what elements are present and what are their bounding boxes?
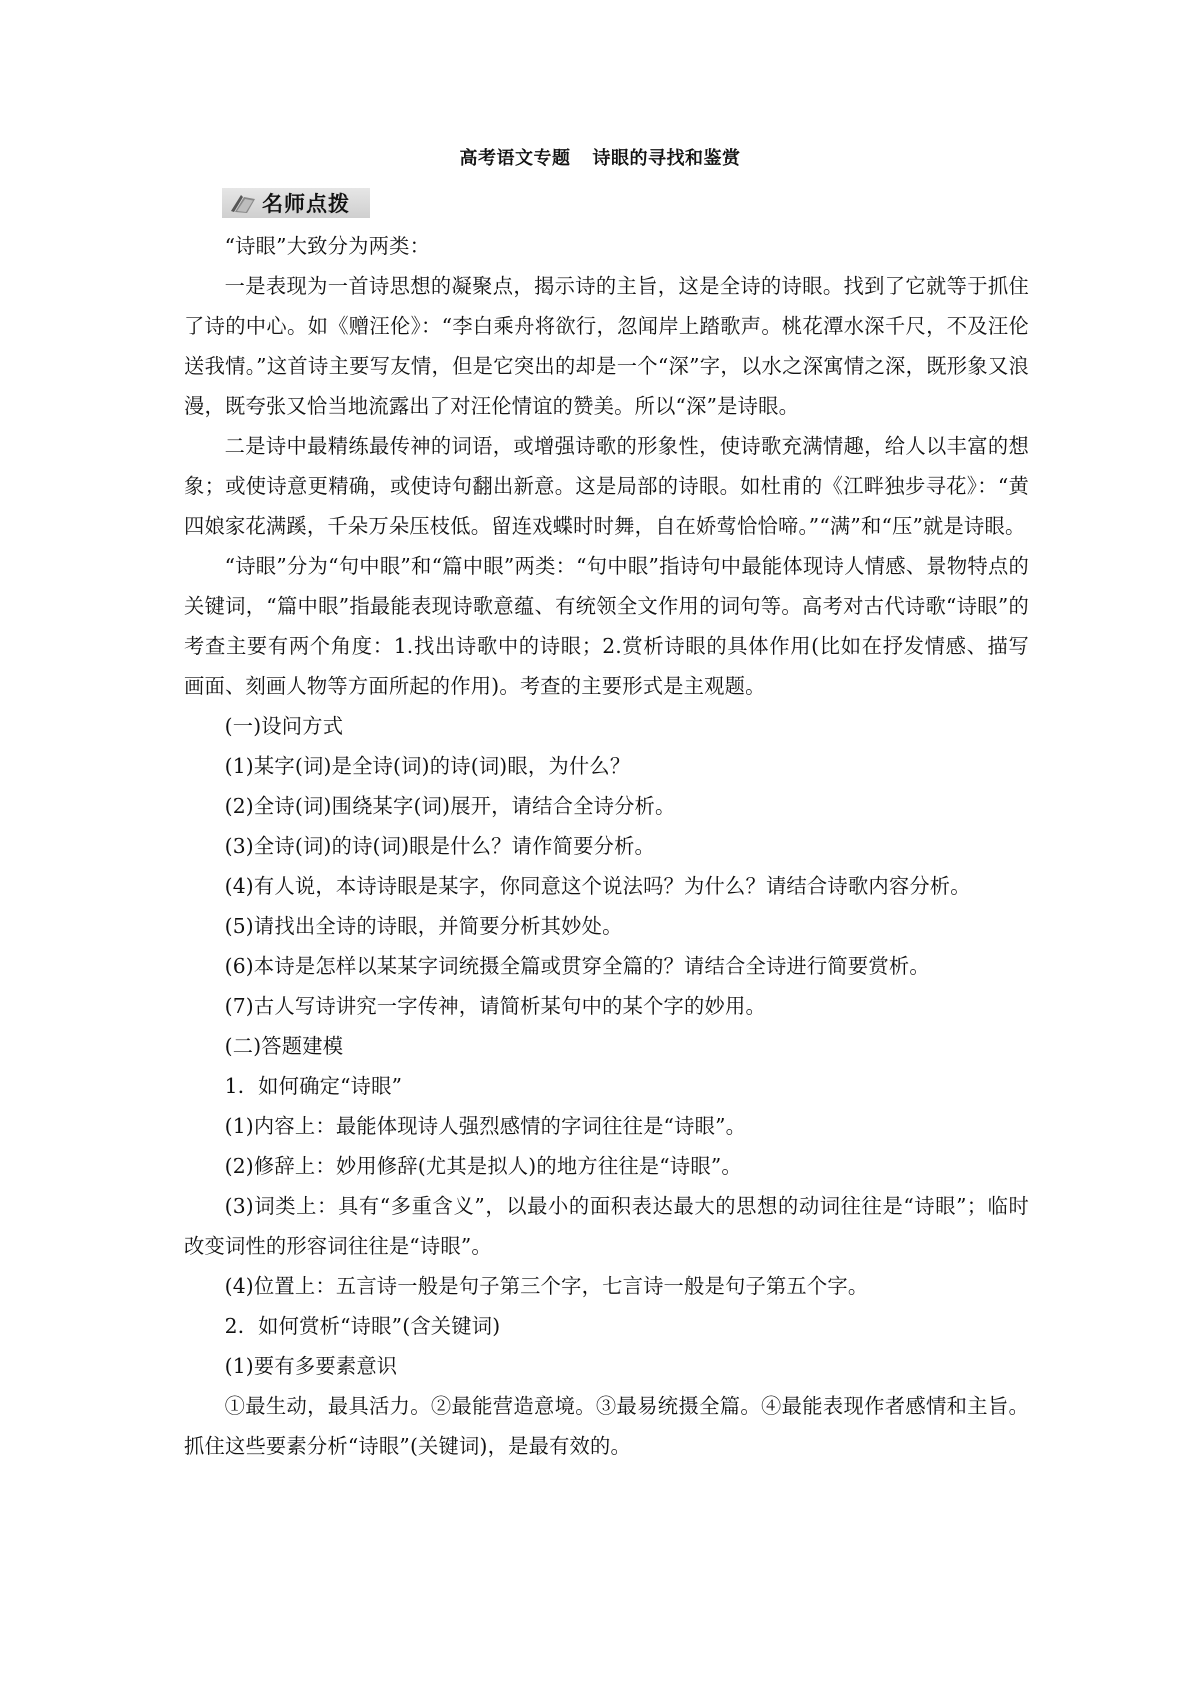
list-item: (7)古人写诗讲究一字传神，请简析某句中的某个字的妙用。	[224, 994, 766, 1018]
body-text	[184, 226, 1029, 1466]
paragraph: “诗眼”大致分为两类：	[224, 234, 431, 258]
list-item: (1)内容上：最能体现诗人强烈感情的字词往往是“诗眼”。	[224, 1114, 747, 1138]
list-item: (4)位置上：五言诗一般是句子第三个字，七言诗一般是句子第五个字。	[224, 1274, 869, 1298]
document-title	[0, 147, 1200, 171]
paragraph: ①最生动，最具活力。②最能营造意境。③最易统摄全篇。④最能表现作者感情和主旨。抓住这些要素分析“诗眼”(关键词)，是最有效的。	[184, 1394, 1029, 1458]
numbered-heading: 1．如何确定“诗眼”	[224, 1074, 403, 1098]
paragraph: 一是表现为一首诗思想的凝聚点，揭示诗的主旨，这是全诗的诗眼。找到了它就等于抓住了诗的中心。如《赠汪伦》：“李白乘舟将欲行，忽闻岸上踏歌声。桃花潭水深千尺，不及汪伦送我情。”这首诗主要写友情，但是它突出的却是一个“深”字，以水之深寓情之深，既形象又浪漫，既夸张又恰当地流露出了对汪伦情谊的赞美。所以“深”是诗眼。	[184, 274, 1029, 418]
title-topic: 高考语文专题	[459, 148, 571, 169]
list-item: (3)词类上：具有“多重含义”，以最小的面积表达最大的思想的动词往往是“诗眼”；临时改变词性的形容词往往是“诗眼”。	[184, 1194, 1029, 1258]
subheading: (一)设问方式	[224, 714, 344, 738]
book-icon	[228, 190, 258, 216]
list-item: (2)修辞上：妙用修辞(尤其是拟人)的地方往往是“诗眼”。	[224, 1154, 742, 1178]
list-item: (6)本诗是怎样以某某字词统摄全篇或贯穿全篇的？请结合全诗进行简要赏析。	[224, 954, 930, 978]
paragraph: 二是诗中最精练最传神的词语，或增强诗歌的形象性，使诗歌充满情趣，给人以丰富的想象；或使诗意更精确，或使诗句翻出新意。这是局部的诗眼。如杜甫的《江畔独步寻花》：“黄四娘家花满蹊，千朵万朵压枝低。留连戏蝶时时舞，自在娇莺恰恰啼。”“满”和“压”就是诗眼。	[184, 434, 1029, 538]
list-item: (3)全诗(词)的诗(词)眼是什么？请作简要分析。	[224, 834, 656, 858]
list-item: (1)要有多要素意识	[224, 1354, 398, 1378]
section-label: 名师点拨	[262, 192, 350, 216]
numbered-heading: 2．如何赏析“诗眼”(含关键词)	[224, 1314, 501, 1338]
section-banner	[222, 188, 370, 218]
list-item: (4)有人说，本诗诗眼是某字，你同意这个说法吗？为什么？请结合诗歌内容分析。	[224, 874, 971, 898]
list-item: (2)全诗(词)围绕某字(词)展开，请结合全诗分析。	[224, 794, 676, 818]
paragraph: “诗眼”分为“句中眼”和“篇中眼”两类：“句中眼”指诗句中最能体现诗人情感、景物特点的关键词，“篇中眼”指最能表现诗歌意蕴、有统领全文作用的词句等。高考对古代诗歌“诗眼”的考查主要有两个角度：1.找出诗歌中的诗眼；2.赏析诗眼的具体作用(比如在抒发情感、描写画面、刻画人物等方面所起的作用)。考查的主要形式是主观题。	[184, 554, 1029, 698]
title-subject: 诗眼的寻找和鉴赏	[592, 148, 741, 169]
subheading: (二)答题建模	[224, 1034, 344, 1058]
list-item: (1)某字(词)是全诗(词)的诗(词)眼，为什么？	[224, 754, 631, 778]
list-item: (5)请找出全诗的诗眼，并简要分析其妙处。	[224, 914, 623, 938]
